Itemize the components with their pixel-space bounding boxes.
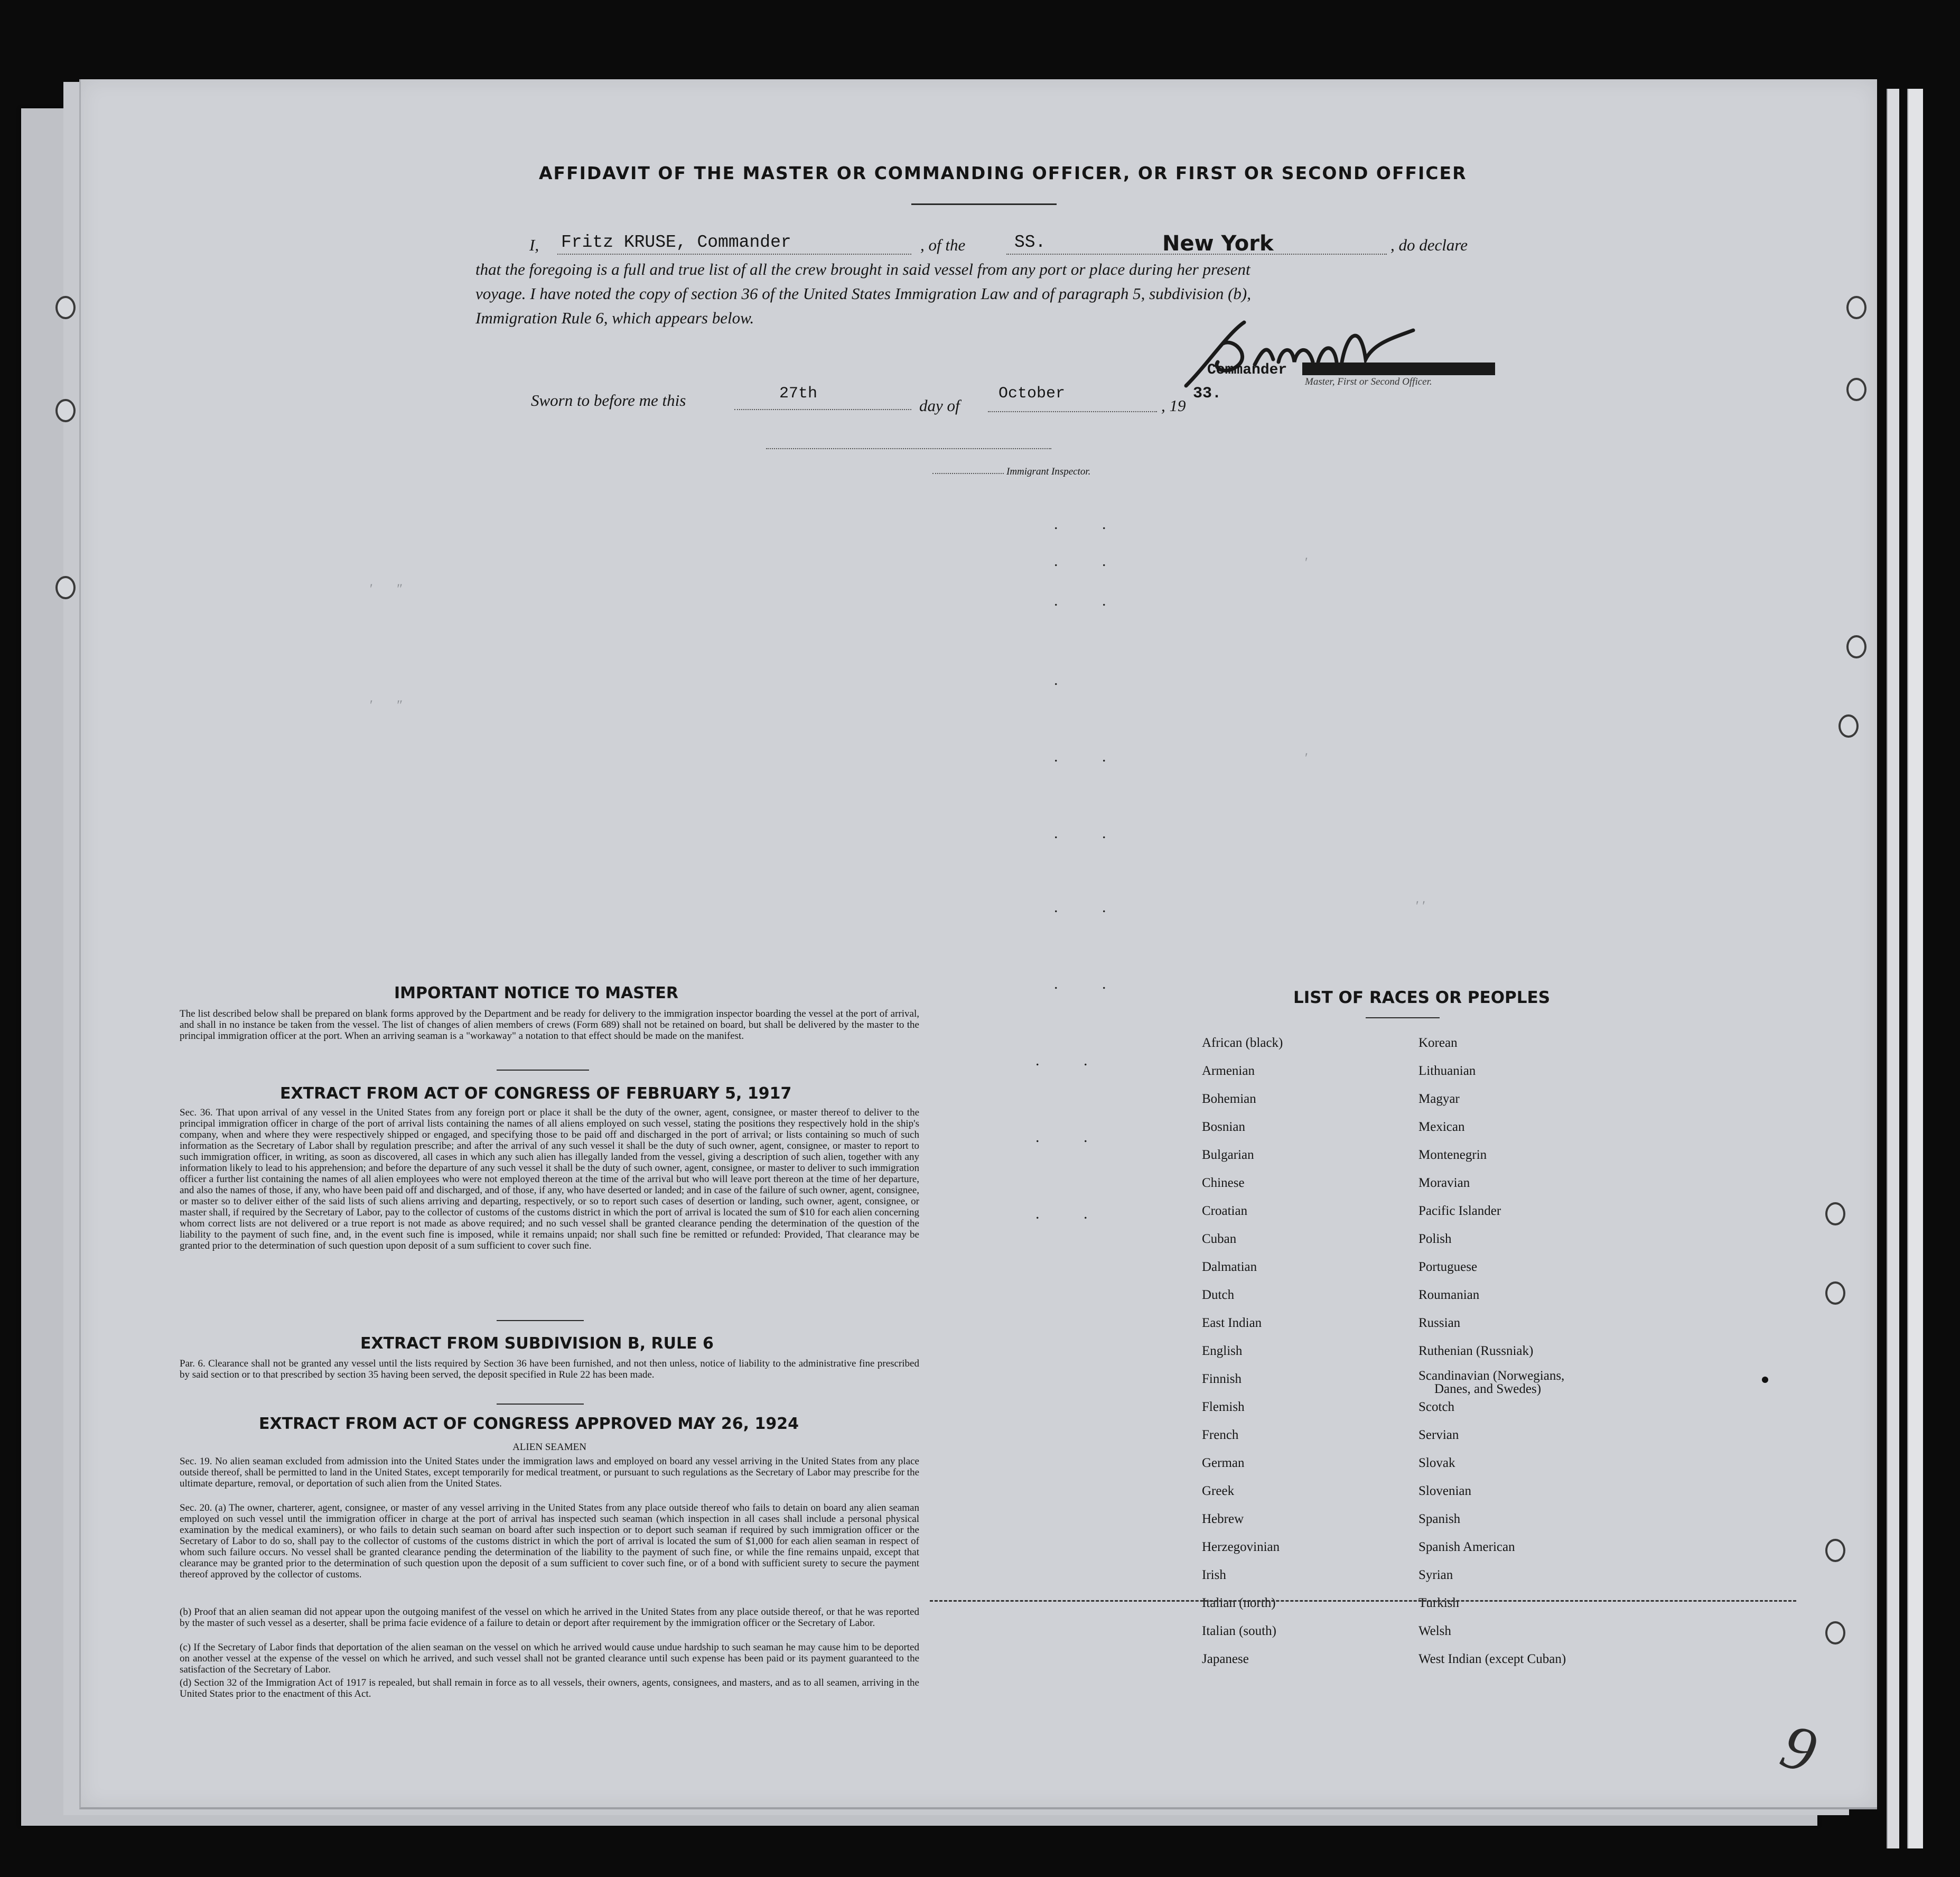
- binder-hole-icon: [1846, 635, 1866, 658]
- inspector-label: Immigrant Inspector.: [1006, 466, 1091, 477]
- race-item: Ruthenian (Russniak): [1418, 1344, 1534, 1358]
- faint-mark: . .: [1035, 1205, 1108, 1222]
- race-item: Dutch: [1202, 1288, 1235, 1302]
- race-item: West Indian (except Cuban): [1418, 1652, 1566, 1666]
- race-item: Greek: [1202, 1484, 1235, 1498]
- extract-1924-sec20d: (d) Section 32 of the Immigration Act of 1917 is repealed, but shall remain in force as to all vessels, their owners, agents, consignees, and masters, and as to all seamen, arriving in the United States prior to the enactment of this Act.: [180, 1677, 919, 1699]
- faint-mark: .: [1054, 671, 1078, 689]
- extract-1917-text: Sec. 36. That upon arrival of any vessel in the United States from any foreign port or place it shall be the duty of the owner, agent, consignee, or master thereof to deliver to the principal immigration officer in charge of the port of arrival lists containing the names of all aliens employed on such vessel, stating the positions they respectively hold in the ship's company, when and where they were respectively shipped or engaged, and specifying those to be paid off and discharged in the port of arrival; or lists containing so much of such information as the Secretary of Labor shall by regulation prescribe; and after the arrival of any such vessel it shall be the duty of such owner, agent, consignee, or master to report to such immigration officer, in writing, as soon as discovered, all cases in which any such alien has illegally landed from the vessel, giving a description of such alien, together with any information likely to lead to his apprehension; and before the departure of any such vessel it shall be the duty of such owner, agent, consignee, or master to deliver to such immigration officer a further list containing the names of all alien employees who were not employed thereon at the time of the arrival but who will leave port thereon at the time of her departure, and also the names of those, if any, who have been paid off and discharged, and of those, if any, who have deserted or landed; and in case of the failure of such owner, agent, consignee, or master so to deliver either of the said lists of such aliens arriving and departing, respectively, or so to report such cases of desertion or landing, such owner, agent, consignee, or master shall, if required by the Secretary of Labor, pay to the collector of customs of the customs district in which the port of arrival is located the sum of $10 for each alien concerning whom correct lists are not delivered or a true report is not made as above required; and no such vessel shall be granted clearance pending the determination of the question of the liability to the payment of such fine, and, in the event such fine is imposed, while it remains unpaid; nor shall such fine be remitted or refunded: Provided, That clearance may be granted prior to the determination of such question upon deposit of a sum sufficient to cover such fine.: [180, 1107, 919, 1251]
- extract-rule6-text: Par. 6. Clearance shall not be granted any vessel until the lists required by Section 36 have been furnished, and not then unless, notice of liability to the administrative fine prescribed by said section or to that prescribed by section 35 having been served, the deposit specified in Rule 22 has been made.: [180, 1358, 919, 1380]
- race-item: Bulgarian: [1202, 1148, 1254, 1162]
- race-item: Italian (south): [1202, 1624, 1276, 1638]
- race-item: German: [1202, 1456, 1245, 1470]
- extract-1924-title: EXTRACT FROM ACT OF CONGRESS APPROVED MAY 26, 1924: [259, 1415, 799, 1433]
- dashed-rule: [930, 1600, 1796, 1602]
- race-item: English: [1202, 1344, 1243, 1358]
- faint-mark: . .: [1054, 592, 1126, 609]
- notice-title: IMPORTANT NOTICE TO MASTER: [394, 984, 678, 1002]
- race-item: Chinese: [1202, 1176, 1245, 1190]
- faint-mark: . .: [1054, 748, 1126, 765]
- race-item: Servian: [1418, 1428, 1459, 1442]
- race-item: Dalmatian: [1202, 1260, 1257, 1274]
- race-item: Mexican: [1418, 1120, 1465, 1134]
- race-item: Armenian: [1202, 1064, 1255, 1078]
- race-item: Roumanian: [1418, 1288, 1480, 1302]
- divider: [497, 1404, 584, 1405]
- race-item: Montenegrin: [1418, 1148, 1487, 1162]
- binder-hole-icon: [1825, 1281, 1845, 1305]
- declaration-line: voyage. I have noted the copy of section 36 of the United States Immigration Law and of paragraph 5, subdivision (b),: [475, 284, 1251, 303]
- bleed-through-mark: ′ ′: [1416, 898, 1425, 914]
- notice-text: The list described below shall be prepared on blank forms approved by the Department and be ready for delivery to the immigration inspector boarding the vessel at the port of arrival, and shall in no instance be taken from the vessel. The list of changes of alien members of crews (Form 689) shall not be retained on board, but shall be delivered by the master to the principal immigration officer at the port. When an arriving seaman is a "workaway" a notation to that effect should be made on the manifest.: [180, 1008, 919, 1042]
- declaration-line: that the foregoing is a full and true list of all the crew brought in said vessel from any port or place during her present: [475, 260, 1250, 278]
- race-item: Polish: [1418, 1232, 1452, 1246]
- vessel-prefix: SS.: [1014, 233, 1046, 252]
- faint-mark: . .: [1054, 515, 1126, 533]
- binder-hole-icon: [1846, 296, 1866, 319]
- divider: [497, 1320, 584, 1321]
- sworn-day-field: [734, 390, 911, 410]
- race-item: Pacific Islander: [1418, 1204, 1501, 1218]
- race-item: Irish: [1202, 1568, 1226, 1582]
- race-item: Slovak: [1418, 1456, 1455, 1470]
- divider: [911, 203, 1057, 205]
- faint-mark: . .: [1054, 552, 1126, 570]
- day-of-label: day of: [919, 396, 960, 415]
- page-number: 9: [1773, 1710, 1825, 1787]
- race-item: Magyar: [1418, 1092, 1460, 1106]
- binder-hole-icon: [55, 399, 76, 422]
- binder-hole-icon: [1838, 714, 1859, 738]
- race-item: French: [1202, 1428, 1239, 1442]
- race-item: Russian: [1418, 1316, 1461, 1330]
- race-item: Scotch: [1418, 1400, 1455, 1414]
- extract-1924-sec20c: (c) If the Secretary of Labor finds that deportation of the alien seaman on the vessel on which he arrived would cause undue hardship to such seaman he may cause him to be deported on another vessel at the expense of the vessel on which he arrived, and such vessel shall not be granted clearance until such expense has been paid or its payment guaranteed to the satisfaction of the Secretary of Labor.: [180, 1642, 919, 1675]
- race-item: Bohemian: [1202, 1092, 1256, 1106]
- ink-dot: [1762, 1377, 1768, 1383]
- dotted-rule: [932, 473, 1004, 474]
- race-item: Danes, and Swedes): [1434, 1382, 1542, 1396]
- sworn-day: 27th: [779, 385, 818, 403]
- bleed-through-mark: ′: [1305, 750, 1308, 766]
- race-item: Syrian: [1418, 1568, 1453, 1582]
- bleed-through-mark: ′ ″: [370, 581, 403, 597]
- affidavit-title: AFFIDAVIT OF THE MASTER OR COMMANDING OFFICER, OR FIRST OR SECOND OFFICER: [539, 163, 1467, 183]
- divider: [497, 1070, 589, 1071]
- extract-1924-subtitle: ALIEN SEAMEN: [512, 1442, 586, 1453]
- binder-hole-icon: [1825, 1621, 1845, 1644]
- stacked-page-edge: [1907, 89, 1923, 1848]
- extract-1924-sec19: Sec. 19. No alien seaman excluded from admission into the United States under the immigration laws and employed on board any vessel arriving in the United States from any place outside thereof, shall be permitted to land in the United States, except temporarily for medical treatment, or pursuant to such regulations as the Secretary of Labor may prescribe for the ultimate departure, removal, or deportation of such alien from the United States.: [180, 1456, 919, 1489]
- stacked-page-edge: [1887, 89, 1899, 1848]
- bleed-through-mark: ′ ″: [370, 698, 403, 713]
- inspector-signature-line: [766, 448, 1051, 449]
- struck-title-note: Master, First or Second Officer.: [1305, 376, 1432, 387]
- race-item: Slovenian: [1418, 1484, 1471, 1498]
- race-item: Spanish: [1418, 1512, 1461, 1526]
- extract-1924-sec20b: (b) Proof that an alien seaman did not appear upon the outgoing manifest of the vessel on which he arrived in the United States from any place outside thereof, or that he was reported by the master of such vessel as a deserter, shall be prima facie evidence of a failure to detain or deport after requirement by the immigration officer or the Secretary of Labor.: [180, 1606, 919, 1629]
- sworn-label: Sworn to before me this: [531, 391, 686, 410]
- race-item: Turkish: [1418, 1596, 1459, 1610]
- race-item: Portuguese: [1418, 1260, 1478, 1274]
- extract-1917-title: EXTRACT FROM ACT OF CONGRESS OF FEBRUARY 5, 1917: [280, 1084, 792, 1103]
- race-item: Lithuanian: [1418, 1064, 1476, 1078]
- do-declare-label: , do declare: [1390, 236, 1468, 254]
- officer-name: Fritz KRUSE, Commander: [561, 233, 791, 252]
- binder-hole-icon: [55, 296, 76, 319]
- faint-mark: . .: [1035, 1052, 1108, 1069]
- race-item: Japanese: [1202, 1652, 1249, 1666]
- sworn-month: October: [998, 385, 1066, 403]
- binder-hole-icon: [55, 576, 76, 599]
- faint-mark: . .: [1054, 975, 1126, 992]
- race-item: Bosnian: [1202, 1120, 1245, 1134]
- extract-1924-sec20a: Sec. 20. (a) The owner, charterer, agent, consignee, or master of any vessel arriving in the United States from any place outside thereof who fails to detain on board any alien seaman employed on such vessel until the immigration officer in charge at the port of arrival has inspected such seaman (which inspection in all cases shall include a personal physical examination by the medical examiners), or who fails to detain such seaman on board after such inspection or to deport such seaman if required by such immigration officer or the Secretary of Labor to do so, shall pay to the collector of customs of the customs district in which the port of arrival is located the sum of $1,000 for each alien seaman in respect of whom such failure occurs. No vessel shall be granted clearance pending the determination of the liability to the payment of such fine, or while the fine remains unpaid, except that clearance may be granted prior to the determination of such question upon the deposit of a sum sufficient to cover such fine, or of a bond with sufficient surety to secure the payment thereof approved by the collector of customs.: [180, 1502, 919, 1580]
- race-item: Herzegovinian: [1202, 1540, 1280, 1554]
- divider: [1366, 1017, 1440, 1018]
- race-item: Italian (north): [1202, 1596, 1276, 1610]
- race-item: African (black): [1202, 1036, 1283, 1050]
- race-item: Flemish: [1202, 1400, 1245, 1414]
- races-title: LIST OF RACES OR PEOPLES: [1293, 988, 1551, 1007]
- race-item: Hebrew: [1202, 1512, 1244, 1526]
- race-item: Scandinavian (Norwegians,: [1418, 1369, 1565, 1383]
- faint-mark: . .: [1035, 1128, 1108, 1146]
- race-item: Korean: [1418, 1036, 1458, 1050]
- race-item: Spanish American: [1418, 1540, 1515, 1554]
- year-prefix: , 19: [1161, 396, 1186, 415]
- binder-hole-icon: [1825, 1539, 1845, 1562]
- vessel-name: New York: [1162, 231, 1274, 256]
- year-suffix: 33.: [1193, 385, 1222, 403]
- of-the-label: , of the: [920, 236, 966, 254]
- binder-hole-icon: [1825, 1202, 1845, 1225]
- race-item: Welsh: [1418, 1624, 1451, 1638]
- extract-rule6-title: EXTRACT FROM SUBDIVISION B, RULE 6: [360, 1334, 714, 1353]
- signer-title: Commander: [1207, 362, 1287, 378]
- binder-hole-icon: [1846, 378, 1866, 401]
- struck-out-title: [1302, 363, 1495, 375]
- race-item: East Indian: [1202, 1316, 1262, 1330]
- race-item: Finnish: [1202, 1372, 1242, 1386]
- faint-mark: . .: [1054, 898, 1126, 916]
- faint-mark: . .: [1054, 824, 1126, 842]
- declaration-intro: I,: [529, 236, 539, 254]
- declaration-line: Immigration Rule 6, which appears below.: [475, 309, 754, 327]
- race-item: Cuban: [1202, 1232, 1237, 1246]
- race-item: Croatian: [1202, 1204, 1248, 1218]
- race-item: Moravian: [1418, 1176, 1470, 1190]
- bleed-through-mark: ′: [1305, 555, 1308, 570]
